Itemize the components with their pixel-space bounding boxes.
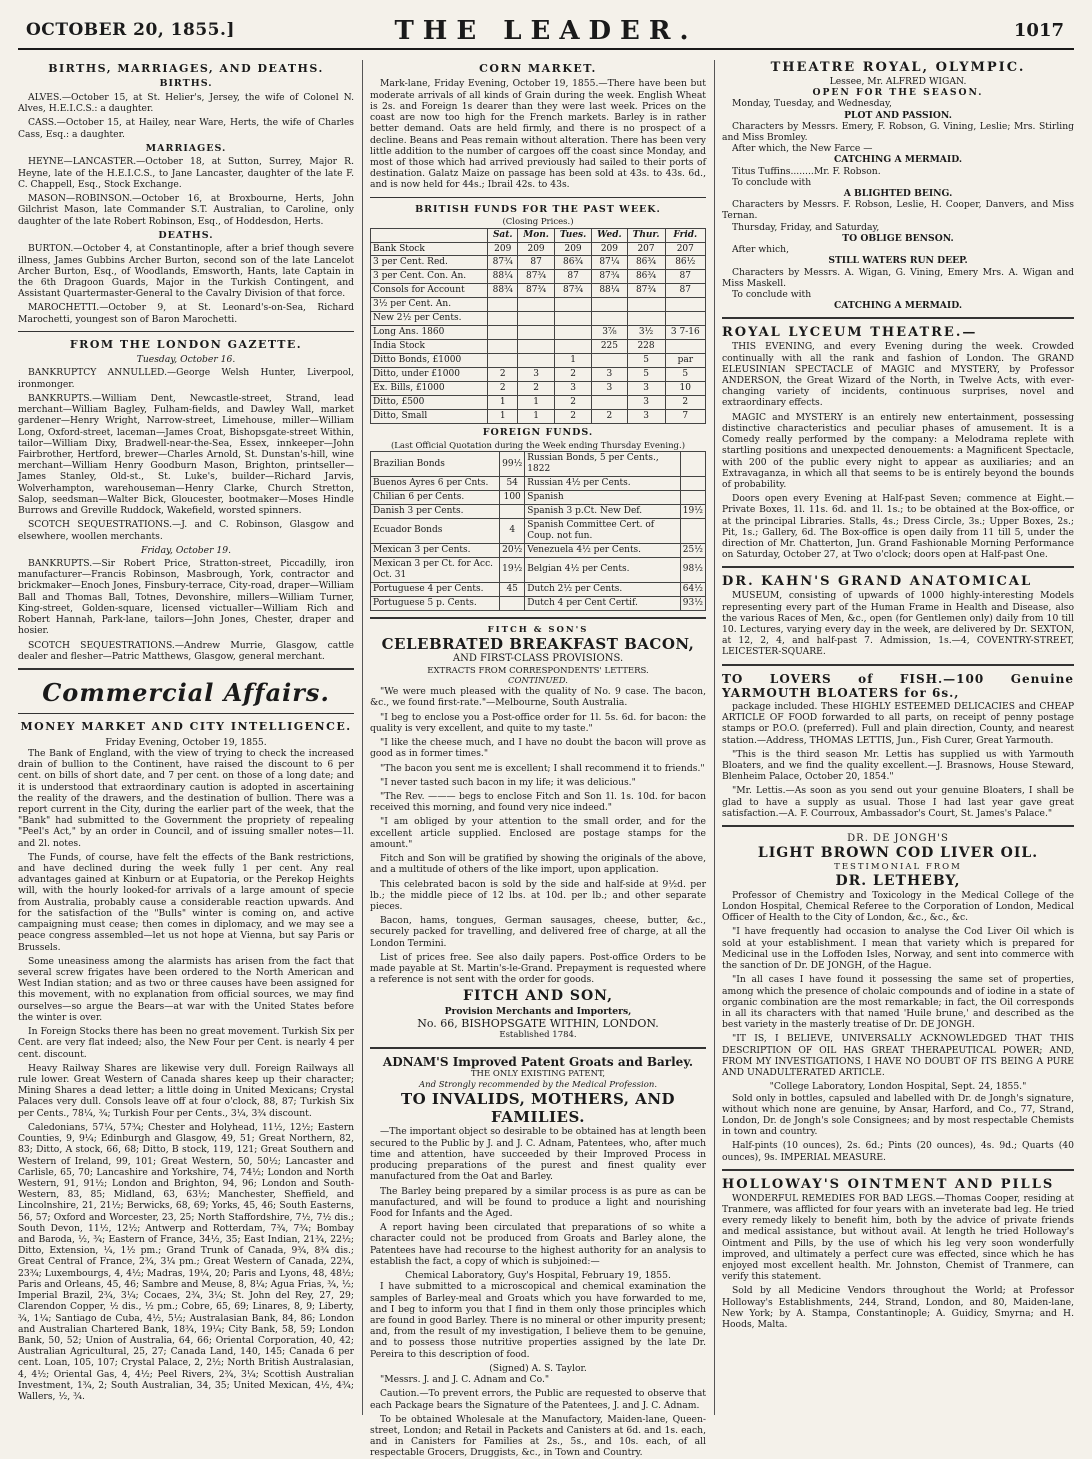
foreign-fund-name: Spanish 3 p.Ct. New Def.	[525, 504, 681, 518]
marriages-heading: MARRIAGES.	[145, 142, 227, 154]
fund-price: 3	[592, 368, 627, 382]
table-row	[371, 410, 706, 424]
fund-price: 3	[518, 368, 555, 382]
foreign-fund-price: 20½	[500, 543, 525, 557]
fund-price: 3½	[627, 326, 665, 340]
fund-price: 87	[518, 256, 555, 270]
divider	[18, 668, 354, 670]
funds-header-cell: Wed.	[592, 228, 627, 242]
fund-price: 86¾	[554, 256, 591, 270]
table-row	[371, 504, 706, 518]
foreign-fund-name: Buenos Ayres 6 per Cnts.	[371, 476, 500, 490]
column-3	[722, 60, 1074, 1415]
marriage-notice: MASON—ROBINSON.—October 16, at Broxbourne, Herts, John Gilchrist Mason, late Commander S.T. Australian, to Caroline, only daughter of the late Robert Robinson, Esq., of Hoddesdon, Herts.	[18, 193, 354, 227]
programme-line: To conclude with	[732, 289, 812, 301]
fish-paragraph: package included. These HIGHLY ESTEEMED DELICACIES and CHEAP ARTICLE OF FOOD forwarded to all parts, on receipt of penny postage stamps or P.O.O. (preferred). Full and plain direction, County, and nearest station.—Address, THOMAS LETTIS, Jun., Fish Curer, Great Yarmouth.	[722, 700, 1074, 746]
fund-name: 3½ per Cent. An.	[371, 298, 488, 312]
fund-price: 3	[627, 410, 665, 424]
money-paragraph: In Foreign Stocks there has been no great movement. Turkish Six per Cent. are very flat indeed; also, the New Four per Cent. is nearly 4 per cent. discount.	[18, 1026, 354, 1060]
table-row	[371, 582, 706, 596]
programme-line: Titus Tuffins........Mr. F. Robson.	[732, 165, 881, 177]
programme-line: Monday, Tuesday, and Wednesday,	[732, 98, 892, 110]
fund-name: Consols for Account	[371, 284, 488, 298]
deaths-heading: DEATHS.	[158, 229, 214, 241]
funds-header-cell: Sat.	[488, 228, 518, 242]
foreign-fund-name: Portuguese 4 per Cents.	[371, 582, 500, 596]
fund-price: 1	[488, 396, 518, 410]
fund-name: Ditto, £500	[371, 396, 488, 410]
fund-price	[554, 340, 591, 354]
fitch-subheading: AND FIRST-CLASS PROVISIONS.	[452, 653, 624, 665]
fund-price: 87¾	[554, 284, 591, 298]
fund-price: 207	[627, 242, 665, 256]
fund-price	[518, 312, 555, 326]
gazette-date: Friday, October 19.	[140, 544, 232, 556]
programme-line: Characters by Messrs. Emery, F. Robson, G. Vining, Leslie; Mrs. Stirling and Miss Bromley.	[722, 120, 1074, 143]
adnam-patent: THE ONLY EXISTING PATENT,	[470, 1069, 606, 1080]
foreign-fund-name: Russian 4½ per Cents.	[525, 476, 681, 490]
foreign-fund-name: Dutch 2½ per Cents.	[525, 582, 681, 596]
jongh-paragraph: "IT IS, I BELIEVE, UNIVERSALLY ACKNOWLEDGED THAT THIS DESCRIPTION OF OIL HAS GREAT THERAPEUTICAL POWER; AND, FROM MY INVESTIGATIONS, I HAVE NO DOUBT OF ITS BEING A PURE AND UNADULTERATED ARTICLE.	[722, 1033, 1074, 1079]
adnam-paragraph: —The important object so desirable to be obtained has at length been secured to the Public by J. and J. C. Adnam, Patentees, who, after much time and attention, have succeeded by their Improved Process in producing preparations of the purest and finest quality ever manufactured from the Oat and Barley.	[370, 1126, 706, 1183]
programme-line: Characters by Messrs. A. Wigan, G. Vining, Emery Mrs. A. Wigan and Miss Maskell.	[722, 266, 1074, 289]
fund-price: 2	[518, 382, 555, 396]
funds-header-cell: Mon.	[518, 228, 555, 242]
divider	[722, 664, 1074, 666]
foreign-fund-name: Belgian 4½ per Cents.	[525, 557, 681, 582]
adnam-paragraph: A report having been circulated that preparations of so white a character could not be produced from Groats and Barley alone, the Patentees have had recourse to the highest authority for an analysis to establish the fact, a copy of which is subjoined:—	[370, 1222, 706, 1267]
fitch-testimonial: "The Rev. ——— begs to enclose Fitch and Son 1l. 1s. 10d. for bacon received this morning, and found very nice indeed."	[370, 790, 706, 814]
holloway-paragraph: Sold by all Medicine Vendors throughout the World; at Professor Holloway's Establishments, 244, Strand, London, and 80, Maiden-lane, New York; by A. Stampa, Constantinople; A. Guidicy, Smyrna; and H. Hoods, Malta.	[722, 1285, 1074, 1331]
programme-line: Thursday, Friday, and Saturday,	[732, 221, 880, 233]
fund-price: 87¾	[518, 284, 555, 298]
foreign-fund-name: Mexican 3 per Ct. for Acc. Oct. 31	[371, 557, 500, 582]
programme-line: Characters by Messrs. F. Robson, Leslie, H. Cooper, Danvers, and Miss Ternan.	[722, 199, 1074, 222]
jongh-paragraph: "I have frequently had occasion to analyse the Cod Liver Oil which is sold at your establishment. I mean that variety which is prepared for Medicinal use in the Loffoden Isles, Norway, and sent into commerce with the sanction of Dr. DE JONGH, of the Hague.	[722, 926, 1074, 972]
adnam-heading: ADNAM'S Improved Patent Groats and Barley.	[382, 1054, 694, 1069]
fund-price: 2	[488, 368, 518, 382]
adnam-laboratory: Chemical Laboratory, Guy's Hospital, February 19, 1855.	[405, 1270, 671, 1282]
fund-price: 87	[665, 270, 705, 284]
birth-notice: ALVES.—October 15, at St. Helier's, Jersey, the wife of Colonel N. Alves, H.E.I.C.S.: a daughter.	[18, 91, 354, 115]
fitch-testimonial: "I am obliged by your attention to the small order, and for the excellent article supplied. Enclosed are postage stamps for the amount."	[370, 816, 706, 850]
fund-price: 2	[554, 410, 591, 424]
adnam-addressee: "Messrs. J. and J. C. Adnam and Co."	[380, 1374, 550, 1386]
fund-name: Bank Stock	[371, 242, 488, 256]
funds-header-cell: Frid.	[665, 228, 705, 242]
foreign-fund-name: Spanish Committee Cert. of Coup. not fun.	[525, 518, 681, 543]
fund-name: Ditto, under £1000	[371, 368, 488, 382]
table-row	[371, 312, 706, 326]
share-prices: Caledonians, 57¼, 57¾; Chester and Holyhead, 11½, 12½; Eastern Counties, 9, 9¼; Edinburgh and Glasgow, 49, 51; Great Northern, 82, 83; Ditto, A stock, 66, 68; Ditto, B stock, 119, 121; Great Southern and Western of Ireland, 99, 101; Great Western, 50, 50½; Lancaster and Carlisle, 65, 70; Lancashire and Yorkshire, 74, 74½; London and North Western, 91, 91½; London and Brighton, 94, 96; London and South-Western, 83, 85; Midland, 63, 63½; Manchester, Sheffield, and Lincolnshire, 21, 21½; Berwicks, 68, 69; Yorks, 45, 46; South Easterns, 56, 57; Oxford and Worcester, 23, 25; North Staffordshire, 7½, 7½ dis.; South Devon, 11½, 12½; Antwerp and Rotterdam, 7¾, 7¾; Bombay and Baroda, ½, ¾; Eastern of France, 34½, 35; East Indian, 21¾, 22½; Ditto, Extension, ¼, 1½ pm.; Grand Trunk of Canada, 9¾, 8¾ dis.; Great Central of France, 2¾, 3¼ pm.; Great Western of Canada, 22¾, 23¾; Luxembourgs, 4, 4½; Madras, 19¼, 20; Paris and Lyons, 48, 48½; Paris and Orleans, 45, 46; Sambre and Meuse, 8, 8¼; Agua Frias, ¾, ½; Imperial Brazil, 2¾, 3¼; Cocaes, 2¾, 3¼; St. John del Rey, 27, 29; Clarendon Copper, ½ dis., ½ pm.; Cobre, 65, 69; Linares, 8, 9; Liberty, ¾, 1¼; Santiago de Cuba, 4½, 5½; Australasian Bank, 84, 86; London and Australian Chartered Bank, 18¾, 19¼; City Bank, 58, 59; London Bank, 50, 52; Union of Australia, 64, 66; Oriental Corporation, 40, 42; Australian Agricultural, 25, 27; Canada Land, 140, 145; Canada 6 per cent. Loan, 105, 107; Crystal Palace, 2, 2½; North British Australasian, 4, 4½; Oriental Gas, 4, 4½; Peel Rivers, 2¾, 3¼; Scottish Australian Investment, 1¾, 2; South Australian, 34, 35; United Mexican, 4½, 4¾; Wallers, ½, ¾.	[18, 1121, 354, 1403]
foreign-fund-name: Venezuela 4½ per Cents.	[525, 543, 681, 557]
fund-price	[592, 396, 627, 410]
play-title: STILL WATERS RUN DEEP.	[828, 255, 968, 267]
jongh-product: LIGHT BROWN COD LIVER OIL.	[757, 845, 1039, 862]
lyceum-paragraph: Doors open every Evening at Half-past Seven; commence at Eight.—Private Boxes, 1l. 11s. 6d. and 1l. 1s.; to be obtained at the Box-office, or at the principal Libraries. Stalls, 4s.; Dress Circle, 3s.; Upper Boxes, 2s.; Pit, 1s.; Gallery, 6d. The Box-office is open daily from 11 till 5, under the direction of Mr. Chatterton, Jun. Grand Fashionable Morning Performance on Saturday, October 27, at Two o'clock; doors open at Half-past One.	[722, 493, 1074, 561]
play-title: CATCHING A MERMAID.	[833, 154, 963, 166]
foreign-fund-name: Mexican 3 per Cents.	[371, 543, 500, 557]
foreign-funds-table	[370, 451, 706, 611]
lyceum-paragraph: THIS EVENING, and every Evening during the week. Crowded continually with all the rank and fashion of London. The GRAND ELEUSINIAN SPECTACLE of MAGIC and MYSTERY, by Professor ANDERSON, the Great Wizard of the North, in Twelve Acts, with ever-changing variety of incidents, continuous surprises, novel and extraordinary effects.	[722, 341, 1074, 409]
fitch-signature-role: Provision Merchants and Importers,	[444, 1005, 632, 1017]
foreign-fund-name: Danish 3 per Cents.	[371, 504, 500, 518]
foreign-fund-name: Brazilian Bonds	[371, 452, 500, 477]
fund-price: 87	[554, 270, 591, 284]
fund-price	[518, 354, 555, 368]
funds-header-cell	[371, 228, 488, 242]
fund-price: 5	[627, 354, 665, 368]
fund-name: 3 per Cent. Con. An.	[371, 270, 488, 284]
fund-price	[488, 312, 518, 326]
fund-price: 88¼	[592, 284, 627, 298]
jongh-paragraph: "In all cases I have found it possessing the same set of properties, among which the presence of cholaic compounds and of iodine in a state of organic combination are the most remarkable; in fact, the Oil corresponds in all its characters with that named 'Huile brune,' and described as the best variety in the masterly treatise of Dr. DE JONGH.	[722, 974, 1074, 1031]
fish-testimonial: "This is the third season Mr. Lettis has supplied us with Yarmouth Bloaters, and we find the quality excellent.—J. Brasnows, House Steward, Blenheim Palace, October 20, 1854."	[722, 748, 1074, 783]
table-row	[371, 340, 706, 354]
divider	[18, 331, 354, 332]
fitch-established: Established 1784.	[499, 1030, 577, 1041]
table-row	[371, 284, 706, 298]
fund-price	[665, 340, 705, 354]
fitch-signature: FITCH AND SON,	[463, 988, 613, 1005]
funds-header-row	[371, 228, 706, 242]
fund-price: 3	[627, 396, 665, 410]
foreign-fund-price	[680, 490, 705, 504]
fund-price: 1	[488, 410, 518, 424]
fund-name: Long Ans. 1860	[371, 326, 488, 340]
fitch-paragraph: Fitch and Son will be gratified by showing the originals of the above, and a multitude of others of the like import, upon application.	[370, 853, 706, 876]
fund-price: 3	[627, 382, 665, 396]
fish-heading: TO LOVERS of FISH.—100 Genuine YARMOUTH BLOATERS for 6s.,	[722, 671, 1074, 701]
foreign-fund-price	[500, 596, 525, 610]
fund-name: Ditto Bonds, £1000	[371, 354, 488, 368]
fund-price: 1	[518, 410, 555, 424]
fund-name: India Stock	[371, 340, 488, 354]
money-market-heading: MONEY MARKET AND CITY INTELLIGENCE.	[20, 720, 352, 734]
table-row	[371, 476, 706, 490]
olympic-lessee: Lessee, Mr. ALFRED WIGAN.	[829, 75, 967, 87]
money-paragraph: Some uneasiness among the alarmists has arisen from the fact that several screw frigates have been ordered to the North American and West Indian station; and as two or three causes have been assigned for this movement, with no explanation from official sources, we may find ourselves—so argue the Bears—at war with the United States before the winter is over.	[18, 955, 354, 1023]
lyceum-heading: ROYAL LYCEUM THEATRE.—	[722, 325, 978, 341]
fitch-small-heading: FITCH & SON'S	[487, 624, 589, 635]
foreign-fund-price: 25½	[680, 543, 705, 557]
corn-market-report: Mark-lane, Friday Evening, October 19, 1855.—There have been but moderate arrivals of all kinds of Grain during the week. English Wheat is 2s. and Foreign 1s dearer than they were last week. Prices on the coast are now too high for the French markets. Barley is in rather better demand. Oats are held firmly, and there is no prospect of a decline. Beans and Peas remain without alteration. There has been very little addition to the number of cargoes off the coast since Monday, and most of those which had arrived previously had sailed to their ports of destination. Galatz Maize on passage has been sold at 43s. to 43s. 6d., and is now held for 44s.; Ibrail 42s. to 43s.	[370, 78, 706, 191]
adnam-caution: Caution.—To prevent errors, the Public are requested to observe that each Package bears the Signature of the Patentees, J. and J. C. Adnam.	[370, 1388, 706, 1411]
jongh-paragraph: Professor of Chemistry and Toxicology in the Medical College of the London Hospital, Chemical Referee to the Corporation of London, Medical Officer of Health to the City of London, &c., &c., &c.	[722, 889, 1074, 924]
divider	[18, 713, 354, 714]
fund-price	[554, 326, 591, 340]
gazette-entry: SCOTCH SEQUESTRATIONS.—J. and C. Robinson, Glasgow and elsewhere, woollen merchants.	[18, 519, 354, 542]
fund-price: 3	[592, 382, 627, 396]
foreign-funds-heading: FOREIGN FUNDS.	[482, 427, 594, 439]
fund-price: 209	[518, 242, 555, 256]
foreign-fund-price: 19½	[500, 557, 525, 582]
adnam-paragraph: The Barley being prepared by a similar process is as pure as can be manufactured, and will be found to produce a light and nourishing Food for Infants and the Aged.	[370, 1185, 706, 1219]
play-title: TO OBLIGE BENSON.	[842, 232, 954, 244]
table-row	[371, 256, 706, 270]
money-paragraph: The Bank of England, with the view of trying to check the increased drain of bullion to the Continent, have raised the discount to 6 per cent. on bills of short date, and 7 per cent. on those of a long date; and it is understood that extraordinary caution is adopted in ascertaining the reality of the drawers, and the destination of bullion. There was a report current in the City, during the earlier part of the week, that the "Bank" had submitted to the Government the propriety of repealing "Peel's Act," by an order in Council, and of issuing smaller notes—1l. and 2l. notes.	[18, 747, 354, 849]
gazette-entry: BANKRUPTS.—William Dent, Newcastle-street, Strand, lead merchant—William Bagley, Fulham-fields, and Dawley Wall, market gardener—Henry Wright, Narrow-street, Limehouse, miller—William Long, Oxford-street, laceman—James Croat, Bishopsgate-street Within, tailor—William Dixy, Bradwell-near-the-Sea, Essex, innkeeper—John Fairbrother, Hertford, brewer—Charles Arnold, St. Dunstan's-hill, wine merchant—William Henry Goodburn Mason, Brighton, printseller—James Stanley, Old-st., St. Luke's, builder—Richard Jarvis, Wolverhampton, warehouseman—Henry Clarke, Church Stretton, Salop, seedsman—Walter Bick, Gloucester, bootmaker—Moses Hindle Burrows and Greville Ruddock, Wakefield, worsted spinners.	[18, 392, 354, 517]
table-row	[371, 518, 706, 543]
table-row	[371, 298, 706, 312]
foreign-fund-price: 4	[500, 518, 525, 543]
fitch-testimonial: "I beg to enclose you a Post-office order for 1l. 5s. 6d. for bacon: the quality is very excellent, and quite to my taste."	[370, 711, 706, 734]
fund-price: 2	[554, 396, 591, 410]
gazette-heading: FROM THE LONDON GAZETTE.	[69, 337, 303, 351]
play-title: A BLIGHTED BEING.	[843, 188, 953, 200]
fund-price: 5	[665, 368, 705, 382]
foreign-fund-name: Spanish	[525, 490, 681, 504]
fund-price	[488, 326, 518, 340]
death-notice: MAROCHETTI.—October 9, at St. Leonard's-on-Sea, Richard Marochetti, youngest son of Baron Marochetti.	[18, 302, 354, 325]
column-1	[18, 60, 354, 1415]
table-row	[371, 596, 706, 610]
table-row	[371, 326, 706, 340]
column-rule-right	[714, 60, 715, 1415]
foreign-fund-price	[500, 504, 525, 518]
fitch-address: No. 66, BISHOPSGATE WITHIN, LONDON.	[417, 1016, 659, 1030]
money-paragraph: Heavy Railway Shares are likewise very dull. Foreign Railways all rule lower. Great Western of Canada shares keep up their character; Mining Shares a dead letter; a little doing in United Mexicans; Crystal Palaces very dull. Consols leave off at four o'clock, 88, 87; Turkish Six per Cents., 78¼, ¾; Turkish Four per Cents., 3¼, 3¾ discount.	[18, 1062, 354, 1119]
fund-price: 7	[665, 410, 705, 424]
foreign-table-body	[371, 452, 706, 611]
fund-price: 87¾	[592, 270, 627, 284]
jongh-testimonial-label: TESTIMONIAL FROM	[834, 862, 962, 873]
death-notice: BURTON.—October 4, at Constantinople, after a brief though severe illness, James Gubbins Archer Burton, second son of the late Lancelot Archer Burton, Esq., of Woodlands, Emsworth, Hants, late Captain in the 6th Dragoon Guards, Major in the Turkish Contingent, and Assistant Quartermaster-General to the Cavalry Division of that force.	[18, 243, 354, 300]
holloway-paragraph: WONDERFUL REMEDIES FOR BAD LEGS.—Thomas Cooper, residing at Tranmere, was afflicted for four years with an inveterate bad leg. He tried every remedy likely to benefit him, both by the advice of private friends and medical assistance, but without avail. At length he tried Holloway's Ointment and Pills, by the use of which his leg very soon wonderfully improved, and ultimately a perfect cure was effected, since which he has enjoyed most excellent health. Mr. Johnston, Chemist of Tranmere, can verify this statement.	[722, 1192, 1074, 1283]
fund-price	[518, 340, 555, 354]
foreign-fund-price	[680, 476, 705, 490]
fitch-paragraph: This celebrated bacon is sold by the side and half-side at 9½d. per lb.; the middle piece of 12 lbs. at 10d. per lb.; and other separate pieces.	[370, 878, 706, 912]
fund-price	[488, 354, 518, 368]
table-row	[371, 382, 706, 396]
fund-price: 209	[554, 242, 591, 256]
gazette-entry: BANKRUPTS.—Sir Robert Price, Stratton-street, Piccadilly, iron manufacturer—Francis Robinson, Masbrough, York, contractor and brickmaker—Enoch Jones, Finsbury-terrace, City-road, draper—William Ball and Thomas Ball, Totnes, Devonshire, millers—William Turner, King-street, Golden-square, licensed victualler—William Rich and Robert Hannah, Park-lane, tailors—John Jones, Chester, draper and hosier.	[18, 557, 354, 637]
foreign-fund-price: 100	[500, 490, 525, 504]
foreign-fund-name: Chilian 6 per Cents.	[371, 490, 500, 504]
fund-price: par	[665, 354, 705, 368]
foreign-funds-subheading: (Last Official Quotation during the Week ending Thursday Evening.)	[390, 440, 686, 451]
fitch-continued: CONTINUED.	[508, 675, 568, 686]
fund-price: 86¾	[627, 270, 665, 284]
programme-line: After which, the New Farce —	[732, 143, 873, 155]
fund-price: 87¾	[488, 256, 518, 270]
adnam-recommendation: And Strongly recommended by the Medical Profession.	[418, 1079, 658, 1090]
british-funds-subheading: (Closing Prices.)	[502, 217, 574, 228]
fund-price: 228	[627, 340, 665, 354]
fund-price: 3 7-16	[665, 326, 705, 340]
page-number: 1017	[1013, 20, 1064, 41]
fitch-testimonial: "I like the cheese much, and I have no doubt the bacon will prove as good as in former times."	[370, 737, 706, 760]
fund-price: 1	[518, 396, 555, 410]
gazette-entry: SCOTCH SEQUESTRATIONS.—Andrew Murrie, Glasgow, cattle dealer and flesher—Patric Matthews, Glasgow, general merchant.	[18, 639, 354, 662]
fund-price: 225	[592, 340, 627, 354]
adnam-retail: To be obtained Wholesale at the Manufactory, Maiden-lane, Queen-street, London; and Retail in Packets and Canisters at 6d. and 1s. each, and in Canisters for Families at 2s., 5s., and 10s. each, of all respectable Grocers, Druggists, &c., in Town and Country.	[370, 1413, 706, 1459]
fitch-heading: CELEBRATED BREAKFAST BACON,	[381, 635, 695, 654]
divider	[370, 617, 706, 619]
fund-price	[665, 298, 705, 312]
foreign-fund-price: 54	[500, 476, 525, 490]
fund-price	[665, 312, 705, 326]
fund-price: 2	[592, 410, 627, 424]
table-row	[371, 270, 706, 284]
olympic-programme	[722, 98, 1074, 311]
table-row	[371, 368, 706, 382]
fund-price: 86¾	[627, 256, 665, 270]
gazette-entry: BANKRUPTCY ANNULLED.—George Welsh Hunter, Liverpool, ironmonger.	[18, 367, 354, 390]
jongh-dateline: "College Laboratory, London Hospital, Sept. 24, 1855."	[769, 1081, 1027, 1093]
birth-notice: CASS.—October 15, at Hailey, near Ware, Herts, the wife of Charles Cass, Esq.: a daughter.	[18, 117, 354, 140]
foreign-fund-name: Dutch 4 per Cent Certif.	[525, 596, 681, 610]
marriage-notice: HEYNE—LANCASTER.—October 18, at Sutton, Surrey, Major R. Heyne, late of the H.E.I.C.S., to Jane Lancaster, daughter of the late F. C. Chappell, Esq., Stock Exchange.	[18, 156, 354, 190]
fund-price	[554, 298, 591, 312]
divider	[722, 317, 1074, 319]
money-paragraph: The Funds, of course, have felt the effects of the Bank restrictions, and have declined during the week fully 1 per cent. Any real advantages gained at Kinburn or at Eupatoria, or the Perekop Heights will, with the hourly looked-for arrivals of a large amount of specie from Australia, probably cause a considerable reaction upwards. And for the satisfaction of the "Bulls" winter is coming on, and active campaigning must cease; then comes in diplomacy, and we may see a peace congress assembled—let us not hope at Vienna, but say Paris or Brussels.	[18, 851, 354, 953]
births-heading: BIRTHS.	[159, 78, 213, 90]
fund-price: 2	[488, 382, 518, 396]
fund-price	[488, 298, 518, 312]
olympic-heading: THEATRE ROYAL, OLYMPIC.	[770, 60, 1026, 75]
fund-price: 87¾	[627, 284, 665, 298]
corn-market-heading: CORN MARKET.	[479, 62, 597, 75]
fitch-testimonial: "I never tasted such bacon in my life; it was delicious."	[380, 776, 636, 788]
table-row	[371, 557, 706, 582]
fund-price: 87	[665, 284, 705, 298]
masthead	[18, 14, 1074, 50]
fund-price	[554, 312, 591, 326]
foreign-fund-price: 19½	[680, 504, 705, 518]
foreign-fund-price	[680, 518, 705, 543]
fund-price: 88¾	[488, 284, 518, 298]
fund-price: 207	[665, 242, 705, 256]
fund-price	[627, 298, 665, 312]
fish-testimonial: "Mr. Lettis.—As soon as you send out your genuine Bloaters, I shall be glad to have a supply as usual. Those I had last year gave great satisfaction.—A. F. Courroux, Ambassador's Court, St. James's Palace."	[722, 785, 1074, 819]
issue-date: OCTOBER 20, 1855.]	[26, 20, 235, 40]
table-row	[371, 490, 706, 504]
divider	[722, 1169, 1074, 1171]
foreign-fund-price: 93½	[680, 596, 705, 610]
fund-name: New 2½ per Cents.	[371, 312, 488, 326]
fund-price: 2	[665, 396, 705, 410]
table-row	[371, 452, 706, 477]
gazette-date: Tuesday, October 16.	[136, 354, 236, 366]
fitch-paragraph: List of prices free. See also daily papers. Post-office Orders to be made payable at St. Martin's-le-Grand. Prepayment is requested where a reference is not sent with the order for goods.	[370, 951, 706, 986]
divider	[722, 566, 1074, 568]
fitch-testimonial: "The bacon you sent me is excellent; I shall recommend it to friends."	[380, 762, 705, 774]
kahn-paragraph: MUSEUM, consisting of upwards of 1000 highly-interesting Models representing every part of the Human Frame in Health and Disease, also the various Races of Men, &c., open (for Gentlemen only) daily from 10 till 10. Lectures, varying every day in the week, are delivered by Dr. SEXTON, at 12, 2, 4, and half-past 7. Admission, 1s.—4, COVENTRY-STREET, LEICESTER-SQUARE.	[722, 590, 1074, 658]
fund-name: Ditto, Small	[371, 410, 488, 424]
fund-price: 86½	[665, 256, 705, 270]
kahn-heading: DR. KAHN'S GRAND ANATOMICAL	[722, 574, 1033, 590]
divider	[722, 825, 1074, 827]
fund-price: 209	[592, 242, 627, 256]
table-row	[371, 396, 706, 410]
fund-price	[592, 312, 627, 326]
fund-price: 5	[627, 368, 665, 382]
adnam-report: I have submitted to a microscopical and chemical examination the samples of Barley-meal and Groats which you have forwarded to me, and I beg to inform you that I find in them only those principles which are found in good Barley. There is no mineral or other impurity present; and, from the result of my investigation, I believe them to be genuine, and to possess those nutritive properties assigned by the late Dr. Pereira to this description of food.	[370, 1281, 706, 1360]
fund-name: Ex. Bills, £1000	[371, 382, 488, 396]
adnam-big-heading: TO INVALIDS, MOTHERS, AND FAMILIES.	[400, 1089, 676, 1127]
fund-price: 209	[488, 242, 518, 256]
foreign-fund-price: 99½	[500, 452, 525, 477]
column-rule-left	[362, 60, 363, 1415]
fund-price: 87¾	[518, 270, 555, 284]
fund-price: 88¼	[488, 270, 518, 284]
fund-price	[627, 312, 665, 326]
foreign-fund-price: 64½	[680, 582, 705, 596]
foreign-fund-price: 98½	[680, 557, 705, 582]
funds-table-body	[371, 242, 706, 424]
column-2	[370, 60, 706, 1459]
fund-price: 10	[665, 382, 705, 396]
programme-line: After which,	[732, 244, 790, 256]
british-funds-table	[370, 228, 706, 425]
bmd-heading: BIRTHS, MARRIAGES, AND DEATHS.	[48, 62, 324, 75]
fund-price	[518, 298, 555, 312]
lyceum-paragraph: MAGIC and MYSTERY is an entirely new entertainment, possessing distinctive characteristics and peculiar phases of amusement. It is a Comedy really performed by the company: a Melodrama replete with startling positions and unexpected denouements: a Magnificent Spectacle, with 200 of the public every night to appear as auxiliaries; and an Extravaganza, in which all that seems to be is entirely beyond the bounds of probability.	[722, 411, 1074, 490]
fitch-testimonial: "We were much pleased with the quality of No. 9 case. The bacon, &c., we found first-rate."—Melbourne, South Australia.	[370, 686, 706, 709]
foreign-fund-price	[680, 452, 705, 477]
foreign-fund-name: Portuguese 5 p. Cents.	[371, 596, 500, 610]
jongh-paragraph: Sold only in bottles, capsuled and labelled with Dr. de Jongh's signature, without which none are genuine, by Ansar, Harford, and Co., 77, Strand, London, Dr. de Jongh's sole Consignees; and by most respectable Chemists in town and country.	[722, 1092, 1074, 1138]
fund-price	[488, 340, 518, 354]
divider	[370, 1047, 706, 1049]
play-title: CATCHING A MERMAID.	[833, 300, 963, 312]
programme-line: To conclude with	[732, 176, 812, 188]
foreign-fund-name: Ecuador Bonds	[371, 518, 500, 543]
fund-price	[592, 354, 627, 368]
jongh-prices: Half-pints (10 ounces), 2s. 6d.; Pints (20 ounces), 4s. 9d.; Quarts (40 ounces), 9s. IMPERIAL MEASURE.	[722, 1140, 1074, 1163]
fund-price	[518, 326, 555, 340]
fitch-paragraph: Bacon, hams, tongues, German sausages, cheese, butter, &c., securely packed for travelling, and delivered free of charge, at all the London Termini.	[370, 915, 706, 949]
fund-name: 3 per Cent. Red.	[371, 256, 488, 270]
holloway-heading: HOLLOWAY'S OINTMENT AND PILLS	[722, 1176, 1055, 1192]
olympic-open: OPEN FOR THE SEASON.	[812, 87, 984, 99]
table-row	[371, 354, 706, 368]
fund-price: 3⅞	[592, 326, 627, 340]
foreign-fund-price: 45	[500, 582, 525, 596]
money-market-date: Friday Evening, October 19, 1855.	[105, 736, 267, 748]
table-row	[371, 543, 706, 557]
play-title: PLOT AND PASSION.	[844, 109, 952, 121]
fund-price: 2	[554, 368, 591, 382]
newspaper-title: THE LEADER.	[394, 16, 698, 46]
jongh-heading: DR. DE JONGH'S	[847, 833, 949, 845]
commercial-affairs-heading: Commercial Affairs.	[42, 677, 330, 707]
table-row	[371, 242, 706, 256]
british-funds-heading: BRITISH FUNDS FOR THE PAST WEEK.	[415, 203, 661, 215]
funds-header-cell: Tues.	[554, 228, 591, 242]
fund-price: 1	[554, 354, 591, 368]
fitch-extracts-heading: EXTRACTS FROM CORRESPONDENTS' LETTERS.	[427, 665, 649, 676]
funds-header-cell: Thur.	[627, 228, 665, 242]
adnam-signature: (Signed) A. S. Taylor.	[489, 1362, 587, 1374]
foreign-fund-name: Russian Bonds, 5 per Cents., 1822	[525, 452, 681, 477]
fund-price: 87¼	[592, 256, 627, 270]
fund-price: 3	[554, 382, 591, 396]
jongh-doctor: DR. LETHEBY,	[835, 872, 961, 889]
funds-table-header	[371, 228, 706, 242]
divider	[370, 197, 706, 198]
fund-price	[592, 298, 627, 312]
